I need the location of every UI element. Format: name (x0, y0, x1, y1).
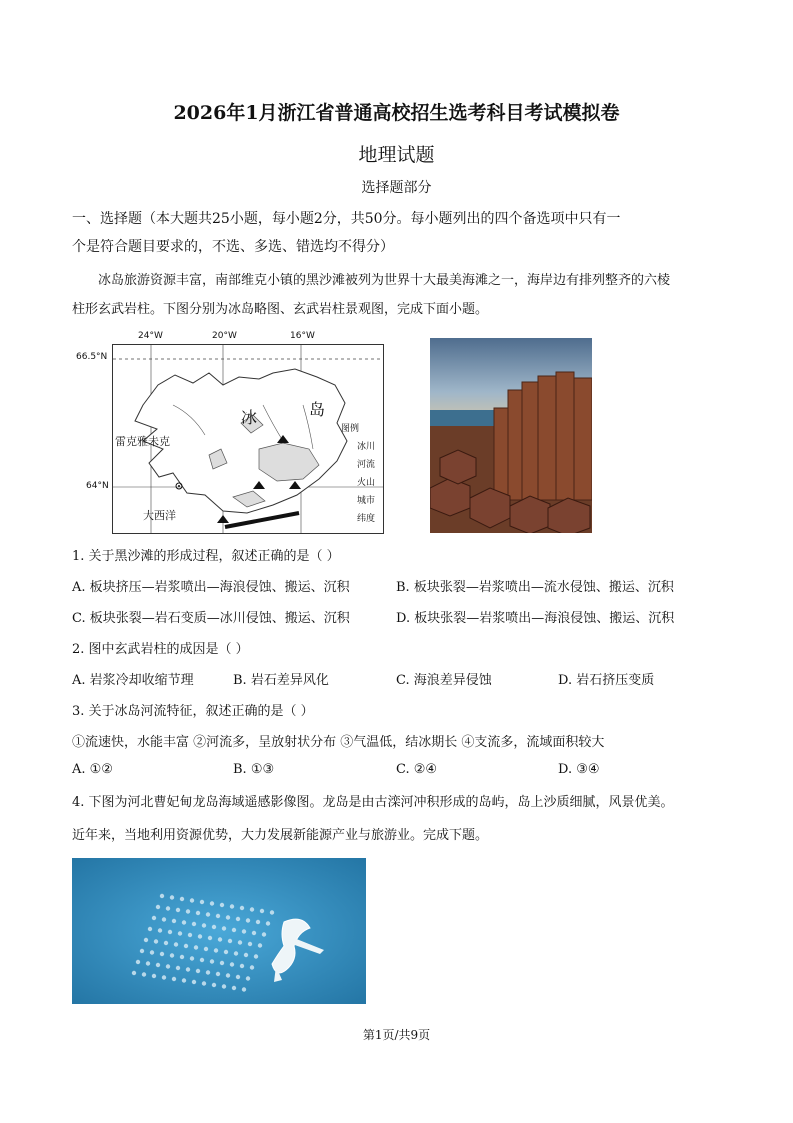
q1-option-a: A. 板块挤压—岩浆喷出—海浪侵蚀、搬运、沉积 (72, 580, 350, 595)
q3-statements: ①流速快，水能丰富 ②河流多，呈放射状分布 ③气温低，结冰期长 ④支流多，流域面积较大 (72, 735, 605, 750)
q3-option-d: D. ③④ (558, 762, 600, 777)
page-title: 2026年1月浙江省普通高校招生选考科目考试模拟卷 (173, 102, 620, 124)
legend-river: 河流 (357, 460, 376, 470)
legend-glacier: 冰川 (357, 442, 376, 452)
legend-city: 城市 (357, 496, 376, 506)
q2-option-c: C. 海浪差异侵蚀 (396, 673, 492, 688)
passage2-line-1: 4. 下图为河北曹妃甸龙岛海域遥感影像图。龙岛是由古滦河冲积形成的岛屿，岛上沙质细腻，风景优美。 (72, 795, 674, 810)
passage1-line-2: 柱形玄武岩柱。下图分别为冰岛略图、玄武岩柱景观图，完成下面小题。 (72, 302, 489, 317)
map-label-reykjavik: 雷克雅未克 (115, 435, 170, 448)
q2-option-b: B. 岩石差异风化 (233, 673, 329, 688)
map-label-bing: 冰 (241, 408, 258, 427)
legend-latitude: 纬度 (357, 514, 376, 524)
lon-label-24: 24°W (138, 331, 163, 341)
passage2-line-2: 近年来，当地利用资源优势，大力发展新能源产业与旅游业。完成下题。 (72, 828, 489, 843)
q3-option-c: C. ②④ (396, 762, 438, 777)
q1-option-b: B. 板块张裂—岩浆喷出—流水侵蚀、搬运、沉积 (396, 580, 674, 595)
q1-stem: 1. 关于黑沙滩的形成过程，叙述正确的是（ ） (72, 549, 340, 564)
instructions-line-1: 一、选择题（本大题共25小题，每小题2分，共50分。每小题列出的四个备选项中只有一 (72, 211, 621, 227)
longdao-satellite-image (72, 858, 366, 1004)
lat-label-665: 66.5°N (76, 352, 108, 362)
q1-option-d: D. 板块张裂—岩浆喷出—海浪侵蚀、搬运、沉积 (396, 611, 675, 626)
iceland-map (112, 344, 384, 534)
q3-option-a: A. ①② (72, 762, 113, 777)
q1-option-c: C. 板块张裂—岩石变质—冰川侵蚀、搬运、沉积 (72, 611, 350, 626)
legend-volcano: 火山 (357, 478, 376, 488)
instructions-line-2: 个是符合题目要求的，不选、多选、错选均不得分） (72, 239, 394, 255)
page-subtitle: 地理试题 (358, 144, 435, 166)
q3-stem: 3. 关于冰岛河流特征，叙述正确的是（ ） (72, 704, 314, 719)
q2-stem: 2. 图中玄武岩柱的成因是（ ） (72, 642, 249, 657)
map-label-dao: 岛 (309, 400, 326, 419)
basalt-columns-photo (430, 338, 592, 533)
lon-label-20: 20°W (212, 331, 237, 341)
legend-title: 图例 (341, 424, 360, 434)
page-footer: 第1页/共9页 (362, 1028, 431, 1042)
section-heading: 选择题部分 (361, 180, 432, 196)
passage1-line-1: 冰岛旅游资源丰富，南部维克小镇的黑沙滩被列为世界十大最美海滩之一，海岸边有排列整齐的六棱 (98, 273, 671, 288)
map-label-atlantic: 大西洋 (143, 509, 176, 522)
q2-option-a: A. 岩浆冷却收缩节理 (72, 673, 194, 688)
q3-option-b: B. ①③ (233, 762, 275, 777)
lon-label-16: 16°W (290, 331, 315, 341)
q2-option-d: D. 岩石挤压变质 (558, 673, 655, 688)
lat-label-64: 64°N (86, 481, 109, 491)
